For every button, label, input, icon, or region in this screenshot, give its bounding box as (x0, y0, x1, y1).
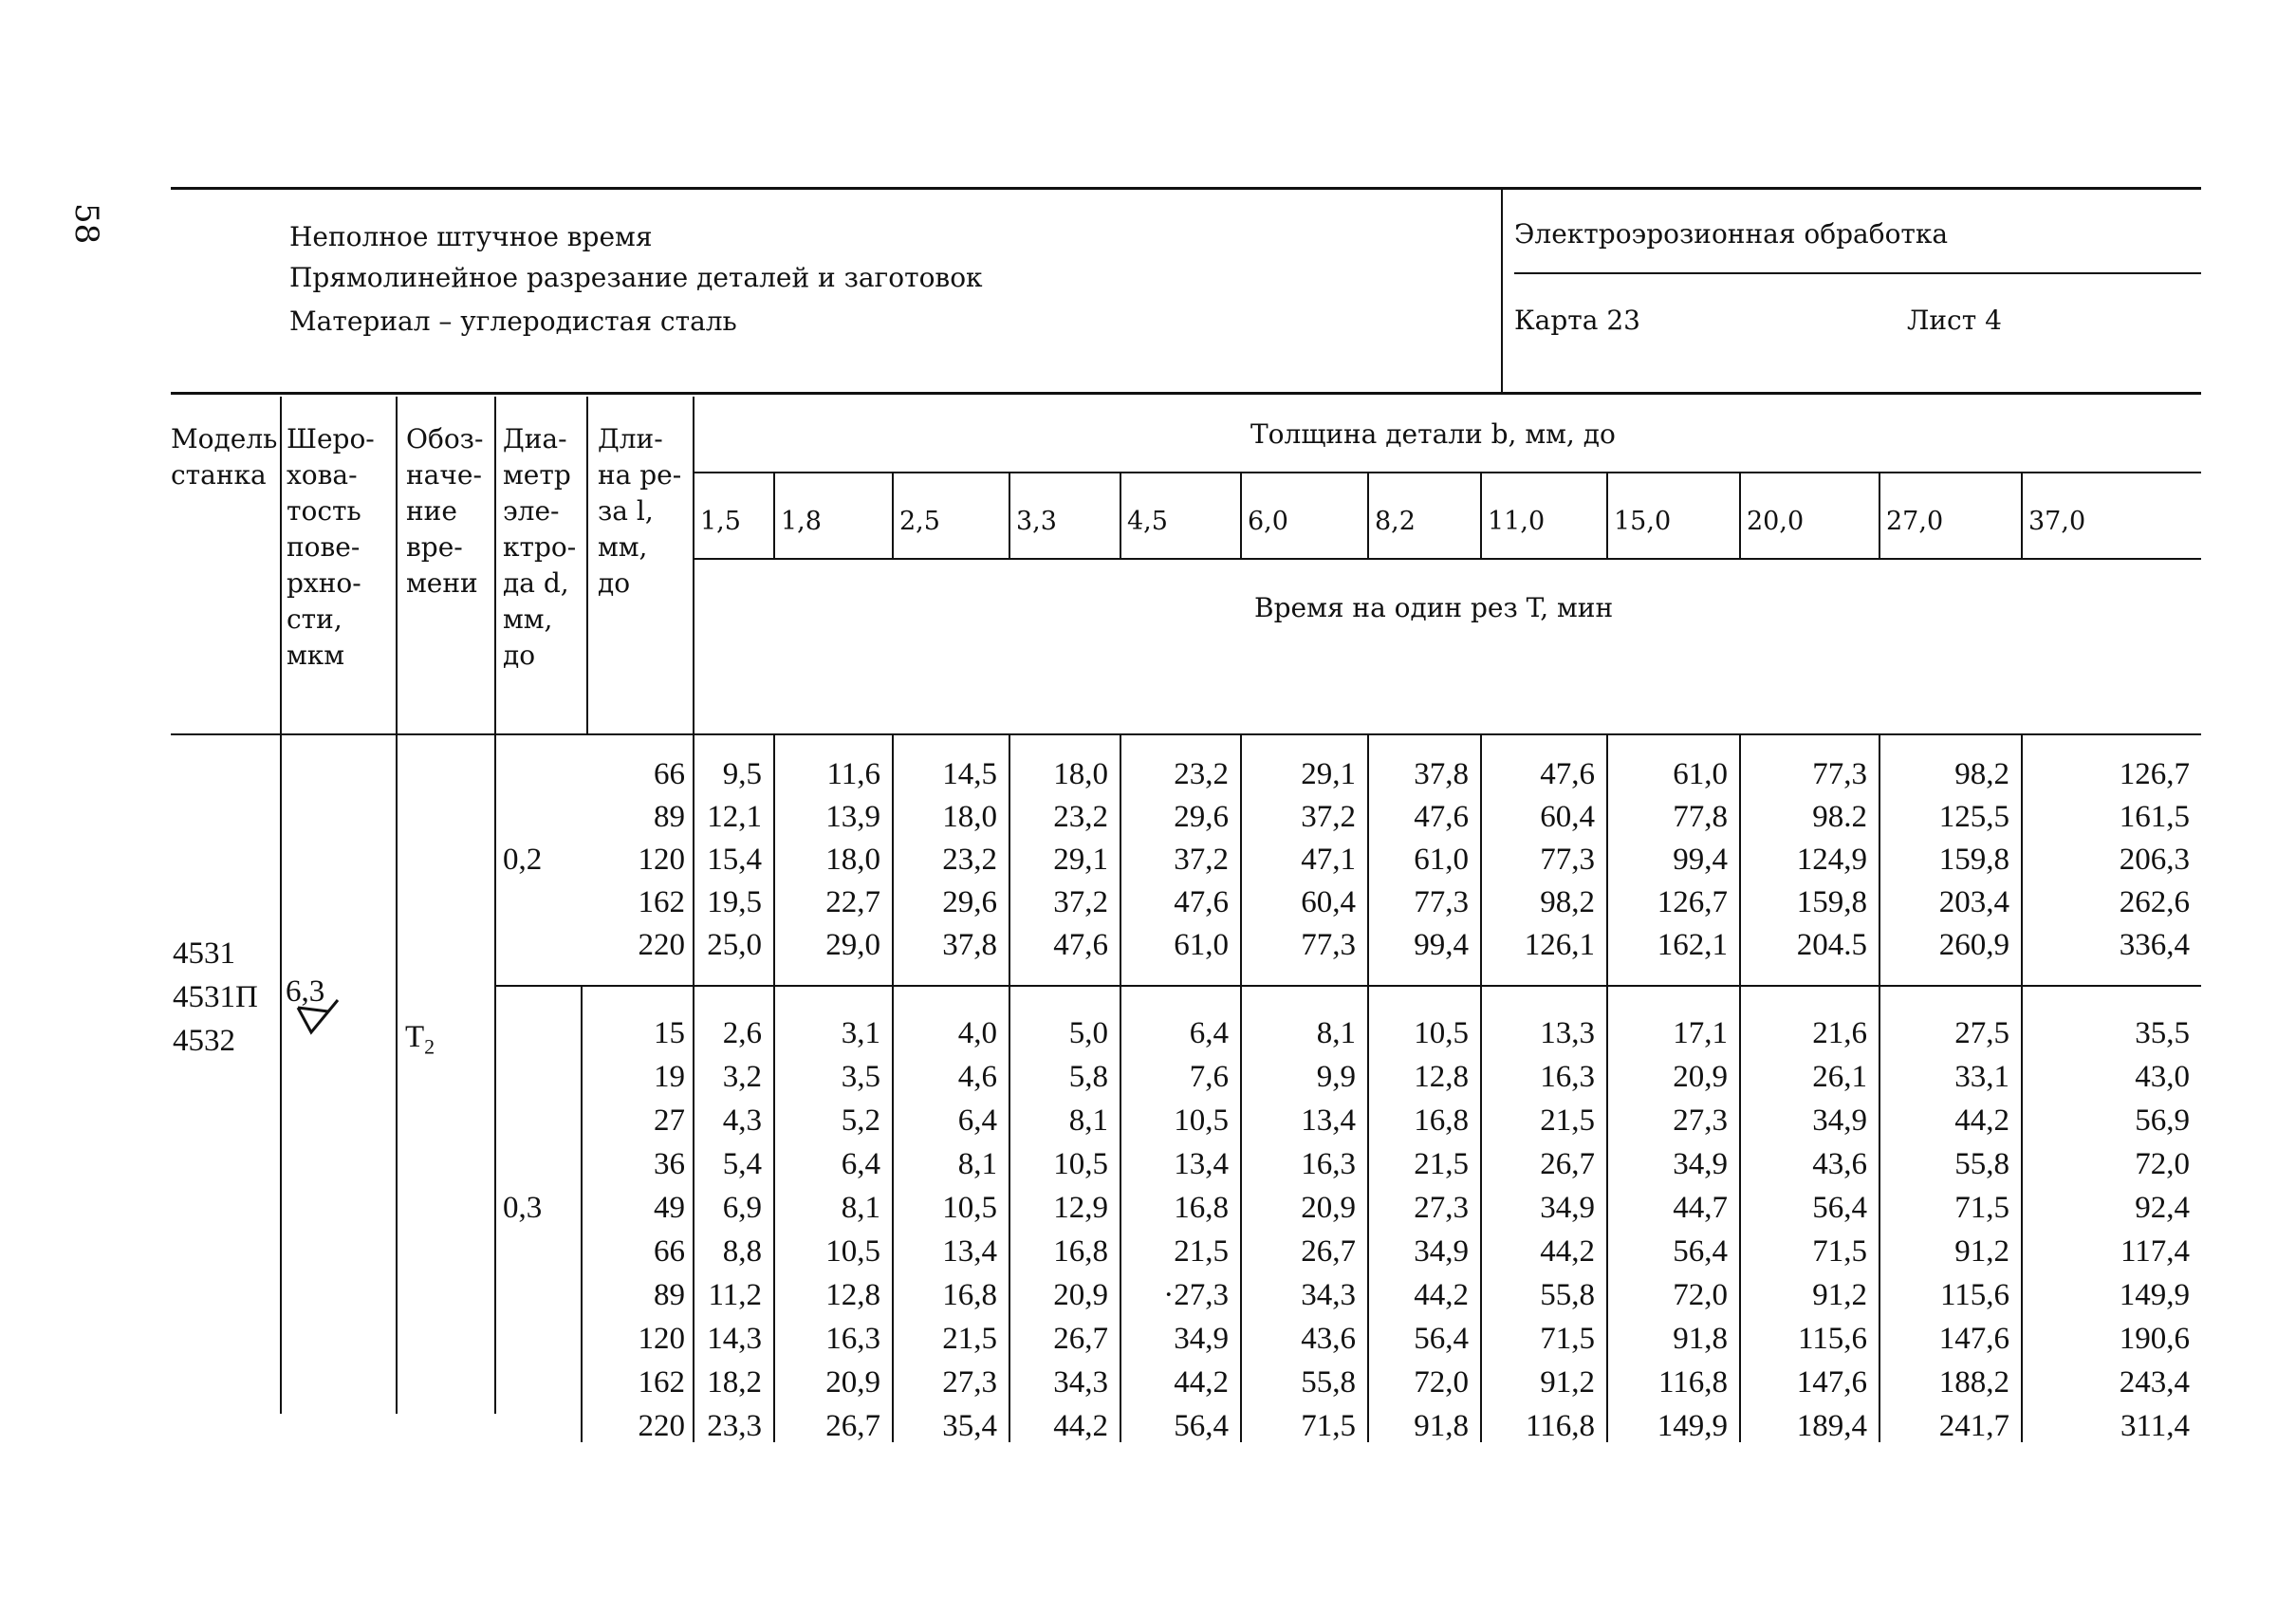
time-cell: 60,4 (1540, 800, 1595, 834)
time-cell: 147,6 (1796, 1365, 1867, 1400)
time-cell: 21,5 (1540, 1103, 1595, 1138)
time-cell: 10,5 (1174, 1103, 1229, 1138)
top-rule (171, 187, 2201, 190)
time-designation: $T_2$ (405, 1020, 435, 1059)
time-cell: 34,3 (1053, 1365, 1108, 1400)
thickness-divider (1240, 472, 1242, 558)
electrode-diameter: 0,3 (503, 1191, 543, 1225)
time-cell: 20,9 (1673, 1060, 1728, 1094)
time-cell: 3,5 (841, 1060, 880, 1094)
time-title: Время на один рез T, мин (1254, 592, 1614, 623)
time-cell: 260,9 (1938, 928, 2009, 962)
time-cell: 6,4 (957, 1103, 997, 1138)
time-cell: 116,8 (1525, 1409, 1595, 1443)
time-cell: 37,2 (1053, 885, 1108, 919)
time-cell: 71,5 (1301, 1409, 1356, 1443)
time-cell: 11,2 (708, 1278, 762, 1312)
time-cell: 44,2 (1954, 1103, 2009, 1138)
time-cell: 34,9 (1174, 1322, 1229, 1356)
time-cell: 16,8 (1174, 1191, 1229, 1225)
thickness-value: 8,2 (1375, 507, 1416, 536)
time-cell: 25,0 (707, 928, 762, 962)
time-cell: 72,0 (2135, 1147, 2190, 1181)
column-divider (280, 733, 282, 1414)
time-cell: 91,2 (1540, 1365, 1595, 1400)
time-cell: 10,5 (942, 1191, 997, 1225)
time-cell: 29,0 (825, 928, 880, 962)
time-cell: 23,2 (1174, 757, 1229, 791)
time-cell: 115,6 (1797, 1322, 1867, 1356)
time-cell: 336,4 (2119, 928, 2190, 962)
cut-length: 89 (654, 800, 685, 834)
cut-length: 162 (638, 1365, 685, 1400)
column-divider (494, 733, 496, 1414)
time-cell: 47,1 (1301, 843, 1356, 877)
time-cell: 14,5 (942, 757, 997, 791)
time-cell: 4,0 (957, 1016, 997, 1050)
time-cell: 44,7 (1673, 1191, 1728, 1225)
length-column-header: Дли- на ре- за l, мм, до (598, 423, 682, 599)
time-cell: 26,7 (825, 1409, 880, 1443)
time-cell: 13,4 (1301, 1103, 1356, 1138)
section-rule (1514, 272, 2201, 274)
time-cell: 47,6 (1174, 885, 1229, 919)
roughness-column-header: Шеро- хова- тость пове- рхно- сти, мкм (287, 423, 375, 671)
time-cell: 18,0 (825, 843, 880, 877)
time-cell: 23,3 (707, 1409, 762, 1443)
cut-length: 66 (654, 1234, 685, 1269)
time-cell: 26,1 (1812, 1060, 1867, 1094)
cut-length: 27 (654, 1103, 685, 1138)
time-cell: 16,8 (1053, 1234, 1108, 1269)
header-divider (494, 397, 496, 733)
cut-length: 89 (654, 1278, 685, 1312)
cut-length: 19 (654, 1060, 685, 1094)
time-cell: 91,2 (1812, 1278, 1867, 1312)
time-cell: 55,8 (1540, 1278, 1595, 1312)
column-divider (581, 987, 583, 1442)
time-cell: 16,3 (825, 1322, 880, 1356)
time-cell: 26,7 (1053, 1322, 1108, 1356)
time-cell: 116,8 (1657, 1365, 1728, 1400)
time-cell: 37,2 (1174, 843, 1229, 877)
thickness-value: 2,5 (899, 507, 940, 536)
time-cell: 34,9 (1673, 1147, 1728, 1181)
time-cell: 126,7 (1657, 885, 1728, 919)
time-cell: 27,3 (942, 1365, 997, 1400)
time-cell: 5,0 (1068, 1016, 1108, 1050)
card-number: Карта 23 (1514, 305, 1640, 336)
machine-models: 4531 4531П 4532 (173, 936, 258, 1058)
time-cell: 47,6 (1053, 928, 1108, 962)
time-cell: 12,8 (1414, 1060, 1469, 1094)
time-cell: 37,8 (942, 928, 997, 962)
title-bottom-rule (171, 392, 2201, 395)
cut-length: 220 (638, 928, 685, 962)
section-title: Электроэрозионная обработка (1514, 218, 1949, 250)
electrode-diameter: 0,2 (503, 843, 543, 877)
time-cell: 126,7 (2119, 757, 2190, 791)
time-cell: 22,7 (825, 885, 880, 919)
time-cell: 34,9 (1540, 1191, 1595, 1225)
time-cell: 34,9 (1812, 1103, 1867, 1138)
thickness-value: 11,0 (1488, 507, 1546, 536)
thickness-divider (1367, 472, 1369, 558)
time-cell: 115,6 (1939, 1278, 2009, 1312)
time-cell: 43,0 (2135, 1060, 2190, 1094)
time-cell: 10,5 (1414, 1016, 1469, 1050)
time-cell: 13,9 (825, 800, 880, 834)
time-cell: 19,5 (707, 885, 762, 919)
time-cell: 5,8 (1068, 1060, 1108, 1094)
time-cell: 61,0 (1673, 757, 1728, 791)
time-cell: 56,4 (1812, 1191, 1867, 1225)
time-cell: 29,6 (942, 885, 997, 919)
time-cell: 26,7 (1540, 1147, 1595, 1181)
cut-length: 36 (654, 1147, 685, 1181)
time-cell: 72,0 (1414, 1365, 1469, 1400)
cut-length: 66 (654, 757, 685, 791)
header-bottom-rule (171, 733, 2201, 735)
time-cell: 10,5 (825, 1234, 880, 1269)
time-cell: 20,9 (825, 1365, 880, 1400)
time-cell: 16,3 (1540, 1060, 1595, 1094)
time-cell: 23,2 (942, 843, 997, 877)
header-line-2: Прямолинейное разрезание деталей и заготовок (289, 262, 983, 293)
time-cell: 77,3 (1540, 843, 1595, 877)
time-cell: 203,4 (1938, 885, 2009, 919)
cut-length: 15 (654, 1016, 685, 1050)
time-cell: 29,1 (1301, 757, 1356, 791)
thickness-divider (1739, 472, 1741, 558)
time-cell: 9,5 (722, 757, 762, 791)
thickness-value: 20,0 (1747, 507, 1805, 536)
thickness-value: 37,0 (2028, 507, 2086, 536)
time-cell: 4,3 (722, 1103, 762, 1138)
time-cell: 13,4 (1174, 1147, 1229, 1181)
time-cell: 162,1 (1657, 928, 1728, 962)
time-cell: 3,1 (841, 1016, 880, 1050)
thickness-value: 4,5 (1127, 507, 1168, 536)
time-cell: 6,4 (1189, 1016, 1229, 1050)
thickness-rule-bottom (693, 558, 2201, 560)
header-divider (693, 397, 694, 733)
time-cell: 77,8 (1673, 800, 1728, 834)
time-cell: 13,3 (1540, 1016, 1595, 1050)
time-cell: 33,1 (1954, 1060, 2009, 1094)
thickness-divider (773, 472, 775, 558)
time-cell: 2,6 (722, 1016, 762, 1050)
thickness-divider (1120, 472, 1121, 558)
time-cell: 11,6 (826, 757, 880, 791)
time-cell: 56,4 (1673, 1234, 1728, 1269)
header-divider (396, 397, 398, 733)
time-cell: 161,5 (2119, 800, 2190, 834)
group-separator (494, 985, 2201, 987)
time-cell: 91,8 (1673, 1322, 1728, 1356)
time-cell: 190,6 (2119, 1322, 2190, 1356)
thickness-divider (1606, 472, 1608, 558)
time-cell: 16,3 (1301, 1147, 1356, 1181)
time-cell: 71,5 (1954, 1191, 2009, 1225)
time-cell: 5,4 (722, 1147, 762, 1181)
time-cell: 12,1 (707, 800, 762, 834)
model-column-header: Модель станка (171, 423, 278, 491)
thickness-divider (2021, 472, 2023, 558)
time-cell: 34,3 (1301, 1278, 1356, 1312)
time-cell: 77,3 (1414, 885, 1469, 919)
roughness-value: 6,3 (286, 974, 325, 1009)
thickness-value: 3,3 (1016, 507, 1057, 536)
roughness-mark-icon (296, 998, 342, 1039)
time-cell: 243,4 (2119, 1365, 2190, 1400)
time-cell: 159,8 (1796, 885, 1867, 919)
thickness-value: 6,0 (1248, 507, 1288, 536)
time-cell: 98,2 (1540, 885, 1595, 919)
time-cell: 77,3 (1812, 757, 1867, 791)
time-cell: 125,5 (1938, 800, 2009, 834)
thickness-rule-top (693, 472, 2201, 473)
time-cell: 14,3 (707, 1322, 762, 1356)
time-cell: 189,4 (1796, 1409, 1867, 1443)
column-divider (396, 733, 398, 1414)
time-cell: 47,6 (1414, 800, 1469, 834)
time-cell: 18,0 (942, 800, 997, 834)
time-cell: 56,4 (1174, 1409, 1229, 1443)
thickness-divider (1009, 472, 1010, 558)
time-cell: 5,2 (841, 1103, 880, 1138)
time-cell: 3,2 (722, 1060, 762, 1094)
time-cell: 92,4 (2135, 1191, 2190, 1225)
time-cell: 34,9 (1414, 1234, 1469, 1269)
time-cell: 4,6 (957, 1060, 997, 1094)
thickness-value: 15,0 (1614, 507, 1672, 536)
time-cell: 44,2 (1540, 1234, 1595, 1269)
thickness-value: 27,0 (1886, 507, 1944, 536)
time-cell: 27,3 (1414, 1191, 1469, 1225)
time-cell: 206,3 (2119, 843, 2190, 877)
time-cell: 149,9 (1657, 1409, 1728, 1443)
time-cell: 44,2 (1053, 1409, 1108, 1443)
time-cell: 12,9 (1053, 1191, 1108, 1225)
time-cell: 18,2 (707, 1365, 762, 1400)
time-cell: 61,0 (1174, 928, 1229, 962)
thickness-value: 1,8 (781, 507, 822, 536)
cut-length: 220 (638, 1409, 685, 1443)
time-cell: 16,8 (942, 1278, 997, 1312)
time-cell: 18,0 (1053, 757, 1108, 791)
time-cell: 71,5 (1540, 1322, 1595, 1356)
thickness-divider (892, 472, 894, 558)
header-divider (280, 397, 282, 733)
time-cell: 16,8 (1414, 1103, 1469, 1138)
time-cell: 44,2 (1174, 1365, 1229, 1400)
time-cell: 21,5 (942, 1322, 997, 1356)
thickness-value: 1,5 (700, 507, 741, 536)
time-cell: 7,6 (1189, 1060, 1229, 1094)
time-cell: 98.2 (1812, 800, 1867, 834)
time-cell: 20,9 (1301, 1191, 1356, 1225)
thickness-title: Толщина детали b, мм, до (1250, 418, 1616, 450)
page-number: 58 (67, 203, 105, 245)
title-divider (1501, 187, 1503, 394)
time-cell: 99,4 (1673, 843, 1728, 877)
time-cell: 71,5 (1812, 1234, 1867, 1269)
time-cell: 126,1 (1524, 928, 1595, 962)
cut-length: 120 (638, 843, 685, 877)
time-cell: 35,4 (942, 1409, 997, 1443)
time-cell: 311,4 (2120, 1409, 2190, 1443)
time-cell: 35,5 (2135, 1016, 2190, 1050)
time-cell: 8,8 (722, 1234, 762, 1269)
time-cell: 8,1 (1316, 1016, 1356, 1050)
thickness-divider (1480, 472, 1482, 558)
time-cell: 56,4 (1414, 1322, 1469, 1356)
time-cell: 147,6 (1938, 1322, 2009, 1356)
time-cell: 21,5 (1414, 1147, 1469, 1181)
time-cell: 15,4 (707, 843, 762, 877)
time-cell: 47,6 (1540, 757, 1595, 791)
time-cell: 124,9 (1796, 843, 1867, 877)
time-cell: 27,5 (1954, 1016, 2009, 1050)
sheet-number: Лист 4 (1907, 305, 2002, 336)
time-cell: 61,0 (1414, 843, 1469, 877)
time-cell: 149,9 (2119, 1278, 2190, 1312)
time-cell: 72,0 (1673, 1278, 1728, 1312)
time-cell: 9,9 (1316, 1060, 1356, 1094)
time-cell: 159,8 (1938, 843, 2009, 877)
time-cell: 241,7 (1938, 1409, 2009, 1443)
time-cell: 55,8 (1954, 1147, 2009, 1181)
cut-length: 120 (638, 1322, 685, 1356)
time-cell: 26,7 (1301, 1234, 1356, 1269)
cut-length: 162 (638, 885, 685, 919)
time-cell: 43,6 (1812, 1147, 1867, 1181)
time-cell: 262,6 (2119, 885, 2190, 919)
time-cell: 44,2 (1414, 1278, 1469, 1312)
thickness-divider (1879, 472, 1880, 558)
time-cell: 13,4 (942, 1234, 997, 1269)
time-cell: 29,6 (1174, 800, 1229, 834)
time-cell: 23,2 (1053, 800, 1108, 834)
diameter-column-header: Диа- метр эле- ктро- да d, мм, до (503, 423, 577, 671)
time-cell: 8,1 (1068, 1103, 1108, 1138)
time-cell: 27,3 (1673, 1103, 1728, 1138)
time-cell: 56,9 (2135, 1103, 2190, 1138)
time-cell: 8,1 (957, 1147, 997, 1181)
time-cell: 43,6 (1301, 1322, 1356, 1356)
time-cell: ·27,3 (1163, 1278, 1229, 1312)
time-cell: 17,1 (1673, 1016, 1728, 1050)
time-cell: 37,2 (1301, 800, 1356, 834)
time-cell: 6,4 (841, 1147, 880, 1181)
time-cell: 60,4 (1301, 885, 1356, 919)
header-line-1: Неполное штучное время (289, 221, 653, 252)
time-cell: 91,8 (1414, 1409, 1469, 1443)
time-cell: 98,2 (1954, 757, 2009, 791)
time-cell: 29,1 (1053, 843, 1108, 877)
time-cell: 77,3 (1301, 928, 1356, 962)
header-line-3: Материал – углеродистая сталь (289, 306, 737, 337)
time-cell: 91,2 (1954, 1234, 2009, 1269)
time-cell: 117,4 (2120, 1234, 2190, 1269)
time-cell: 204.5 (1796, 928, 1867, 962)
time-cell: 188,2 (1938, 1365, 2009, 1400)
designation-column-header: Обоз- наче- ние вре- мени (406, 423, 484, 599)
time-cell: 6,9 (722, 1191, 762, 1225)
time-cell: 99,4 (1414, 928, 1469, 962)
time-cell: 8,1 (841, 1191, 880, 1225)
time-cell: 55,8 (1301, 1365, 1356, 1400)
time-cell: 21,6 (1812, 1016, 1867, 1050)
cut-length: 49 (654, 1191, 685, 1225)
time-cell: 12,8 (825, 1278, 880, 1312)
time-cell: 10,5 (1053, 1147, 1108, 1181)
time-cell: 37,8 (1414, 757, 1469, 791)
time-cell: 20,9 (1053, 1278, 1108, 1312)
time-cell: 21,5 (1174, 1234, 1229, 1269)
header-divider (586, 397, 588, 733)
